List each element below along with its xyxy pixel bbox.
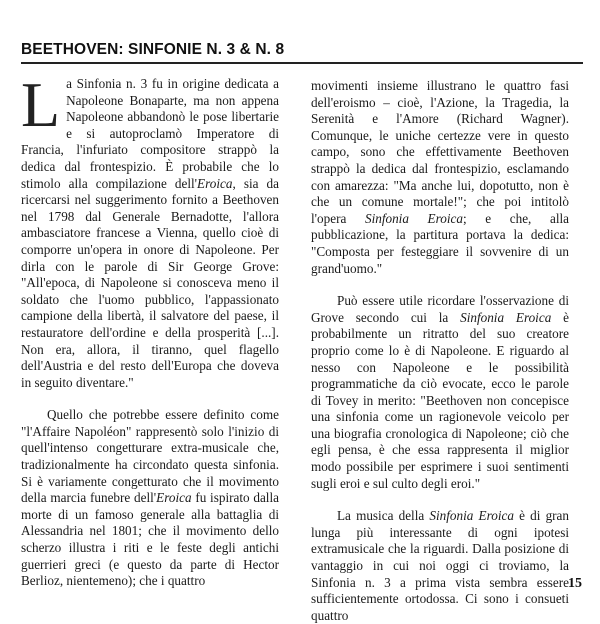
drop-cap: L [21,69,61,140]
left-paragraph-1 [21,69,279,391]
title-rule [21,62,583,64]
left-paragraph-2: Quello che potrebbe essere definito come "l'Affaire Napoléon" rappresentò solo l'inizio di quell'intenso congetturare extra-musicale che, tradizionalmente ha circondato questa sinfonia. Si è variamente congetturato che il movimento della marcia funebre dell'Eroica fu ispirato dalla morte di un famoso generale alla battaglia di Alessandria nel 1801; che il movimento dello scherzo illustra i riti e le feste degli antichi guerrieri greci (e questo da parte di Hector Berlioz, nientemeno); che i quattro [21,407,279,589]
right-paragraph-2: Può essere utile ricordare l'osservazione di Grove secondo cui la Sinfonia Eroica è probabilmente un ritratto del suo creatore proprio come lo è di Napoleone. E riguardo al nesso con Napoleone e le possibilità programmatiche da ciò evocate, ecco le parole di Tovey in merito: "Beethoven non concepisce una sinfonia come un ragionevole veicolo per una biografia cronologica di Napoleone; ciò che egli pensa, è che essa rappresenta il miglior modo possibile per esprimere i suoi sentimenti sugli eroi e sul culto degli eroi." [311,293,569,491]
right-column [311,78,569,624]
page-title: BEETHOVEN: SINFONIE N. 3 & N. 8 [21,41,285,58]
right-paragraph-3: La musica della Sinfonia Eroica è di gran lunga più interessante di ogni ipotesi extramusicale che la riguardi. Dalla posizione di vantaggio in cui noi oggi ci troviamo, la Sinfonia n. 3 a prima vista sembra essere sufficientemente ortodossa. Ci sono i consueti quattro [311,508,570,623]
page-number: 15 [568,576,582,591]
right-paragraph-1: movimenti insieme illustrano le quattro fasi dell'eroismo – cioè, l'Azione, la Tragedia, la Serenità e l'Amore (Richard Wagner). Comunque, le uniche certezze vere in questo campo, sono che effettivamente Beethoven strappò la dedica dal frontespizio, esclamando con amarezza: "Ma anche lui, dopotutto, non è che un comune mortale!"; che poi intitolò l'opera Sinfonia Eroica; e che, alla pubblicazione, la partitura portava la dedica: "Composta per festeggiare il sovvenire di un grand'uomo." [311,78,570,276]
left-column [21,69,279,590]
left-paragraph-1-text: a Sinfonia n. 3 fu in origine dedicata a Napoleone Bonaparte, ma non appena Napoleone abbandonò le pose libertarie e si autoproclamò Imperatore di Francia, l'infuriato compositore strappò la dedica dal frontespizio. È probabile che lo stimolo alla compilazione dell'Eroica, sia da ricercarsi nel suggerimento fornito a Beethoven nel 1798 dal Generale Bernadotte, l'allora ambasciatore francese a Vienna, quello cioè di comporre un'opera in onore di Napoleone. Per dirla con le parole di Sir George Grove: "All'epoca, di Napoleone si conosceva meno il soldato che l'uomo pubblico, l'appassionato campione della libertà, il salvatore del paese, il restauratore dell'ordine e della prosperità [...]. Non era, allora, il tiranno, quel flagello dell'Austria e del resto dell'Europa che doveva in seguito diventare." [21,76,279,390]
